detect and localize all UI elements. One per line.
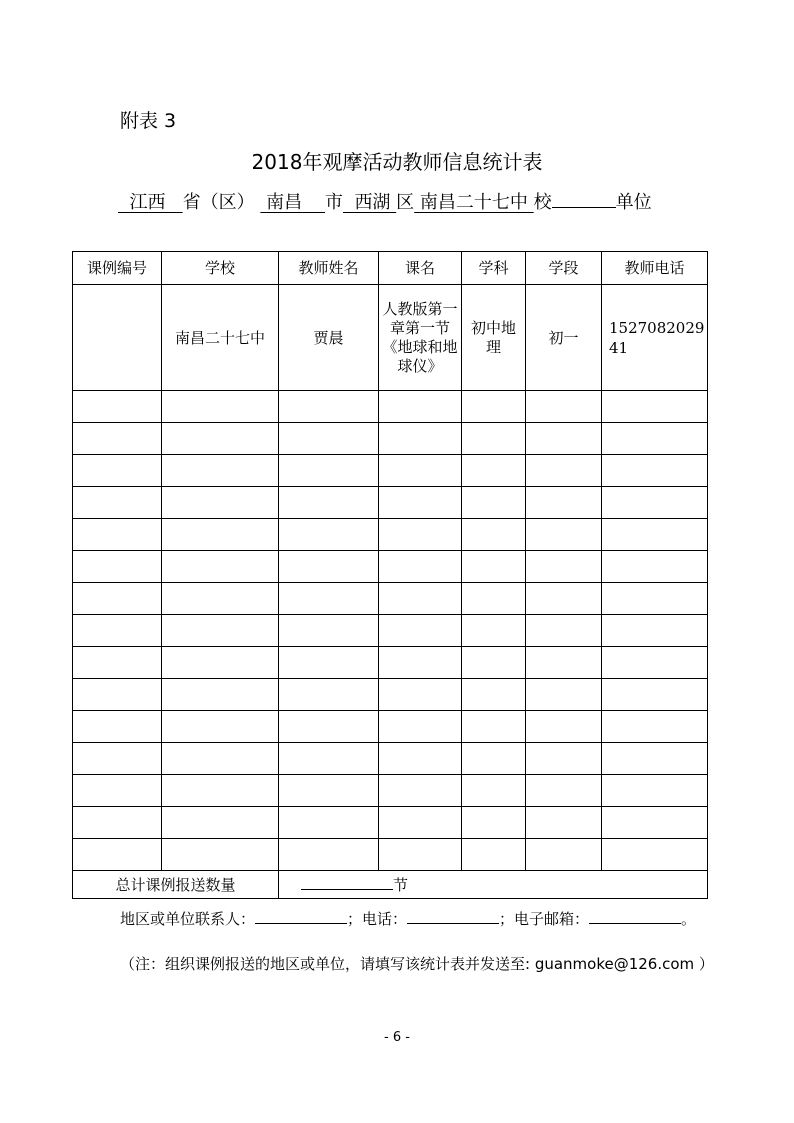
page-number: - 6 - xyxy=(384,1030,410,1045)
empty-cell[interactable] xyxy=(279,679,379,711)
teacher-info-table xyxy=(72,251,708,899)
cell-course[interactable]: 人教版第一章第一节《地球和地球仪》 xyxy=(379,285,462,391)
empty-cell[interactable] xyxy=(379,455,462,487)
empty-cell[interactable] xyxy=(602,647,708,679)
empty-cell[interactable] xyxy=(526,807,602,839)
empty-cell[interactable] xyxy=(379,391,462,423)
contact-person-label: 地区或单位联系人： xyxy=(120,910,256,928)
empty-cell[interactable] xyxy=(379,583,462,615)
empty-cell[interactable] xyxy=(162,743,279,775)
table-row xyxy=(73,743,708,775)
header-teacher: 教师姓名 xyxy=(279,252,379,285)
empty-cell[interactable] xyxy=(379,839,462,871)
table-row xyxy=(73,615,708,647)
empty-cell[interactable] xyxy=(379,807,462,839)
empty-cell[interactable] xyxy=(73,551,162,583)
empty-cell[interactable] xyxy=(162,583,279,615)
empty-cell[interactable] xyxy=(602,455,708,487)
empty-cell[interactable] xyxy=(526,487,602,519)
empty-cell[interactable] xyxy=(279,455,379,487)
empty-cell[interactable] xyxy=(279,551,379,583)
empty-cell[interactable] xyxy=(73,775,162,807)
empty-cell[interactable] xyxy=(379,743,462,775)
header-subject: 学科 xyxy=(462,252,526,285)
table-row xyxy=(73,679,708,711)
province-value: 江西 xyxy=(129,192,166,213)
empty-cell[interactable] xyxy=(73,679,162,711)
total-unit: 节 xyxy=(393,875,409,894)
unit-blank[interactable] xyxy=(552,193,616,208)
empty-cell[interactable] xyxy=(462,487,526,519)
cell-stage[interactable]: 初一 xyxy=(526,285,602,391)
empty-cell[interactable] xyxy=(526,455,602,487)
table-row xyxy=(73,807,708,839)
empty-cell[interactable] xyxy=(602,775,708,807)
empty-cell[interactable] xyxy=(462,647,526,679)
contact-person-blank[interactable] xyxy=(255,911,347,924)
table-row xyxy=(73,711,708,743)
cell-lesson-no[interactable] xyxy=(73,285,162,391)
empty-cell[interactable] xyxy=(279,743,379,775)
empty-cell[interactable] xyxy=(73,455,162,487)
total-row xyxy=(73,871,708,899)
table-row xyxy=(73,391,708,423)
table-row xyxy=(73,583,708,615)
empty-cell[interactable] xyxy=(162,807,279,839)
empty-cell[interactable] xyxy=(462,455,526,487)
empty-cell[interactable] xyxy=(526,679,602,711)
empty-cell[interactable] xyxy=(73,743,162,775)
empty-cell[interactable] xyxy=(602,743,708,775)
empty-cell[interactable] xyxy=(73,487,162,519)
empty-cell[interactable] xyxy=(279,615,379,647)
table-header-row xyxy=(73,252,708,285)
empty-cell[interactable] xyxy=(73,519,162,551)
empty-cell[interactable] xyxy=(162,551,279,583)
empty-cell[interactable] xyxy=(462,807,526,839)
contact-phone-label: ；电话： xyxy=(347,910,408,928)
submission-note: （注：组织课例报送的地区或单位，请填写该统计表并发送至: guanmoke@126.com ） xyxy=(120,955,714,973)
header-phone: 教师电话 xyxy=(602,252,708,285)
empty-cell[interactable] xyxy=(162,615,279,647)
cell-subject[interactable]: 初中地理 xyxy=(462,285,526,391)
empty-cell[interactable] xyxy=(279,487,379,519)
empty-cell[interactable] xyxy=(602,391,708,423)
empty-cell[interactable] xyxy=(162,647,279,679)
table-row xyxy=(73,487,708,519)
empty-cell[interactable] xyxy=(526,647,602,679)
empty-cell[interactable] xyxy=(462,583,526,615)
district-value: 西湖 xyxy=(354,192,391,213)
empty-cell[interactable] xyxy=(526,519,602,551)
empty-cell[interactable] xyxy=(526,775,602,807)
table-row xyxy=(73,839,708,871)
empty-cell[interactable] xyxy=(73,615,162,647)
empty-cell[interactable] xyxy=(279,775,379,807)
empty-cell[interactable] xyxy=(462,711,526,743)
city-suffix: 市 xyxy=(324,192,343,213)
table-row xyxy=(73,455,708,487)
empty-cell[interactable] xyxy=(379,615,462,647)
empty-cell[interactable] xyxy=(526,839,602,871)
unit-line xyxy=(118,188,652,214)
empty-cell[interactable] xyxy=(279,711,379,743)
empty-cell[interactable] xyxy=(73,423,162,455)
empty-cell[interactable] xyxy=(602,551,708,583)
empty-cell[interactable] xyxy=(462,391,526,423)
page-title: 2018年观摩活动教师信息统计表 xyxy=(251,150,543,174)
empty-cell[interactable] xyxy=(379,647,462,679)
empty-cell[interactable] xyxy=(279,647,379,679)
empty-cell[interactable] xyxy=(379,551,462,583)
empty-cell[interactable] xyxy=(379,423,462,455)
empty-cell[interactable] xyxy=(526,391,602,423)
total-count-blank[interactable] xyxy=(301,875,393,890)
empty-cell[interactable] xyxy=(462,423,526,455)
school-value: 南昌二十七中 xyxy=(419,192,528,213)
contact-phone-blank[interactable] xyxy=(407,911,499,924)
empty-cell[interactable] xyxy=(526,711,602,743)
empty-cell[interactable] xyxy=(162,711,279,743)
contact-email-label: ；电子邮箱： xyxy=(499,910,590,928)
empty-cell[interactable] xyxy=(162,839,279,871)
empty-cell[interactable] xyxy=(73,711,162,743)
header-stage: 学段 xyxy=(526,252,602,285)
city-value: 南昌 xyxy=(266,192,303,213)
table-row xyxy=(73,775,708,807)
cell-school[interactable]: 南昌二十七中 xyxy=(162,285,279,391)
empty-cell[interactable] xyxy=(279,391,379,423)
empty-cell[interactable] xyxy=(602,711,708,743)
empty-cell[interactable] xyxy=(602,679,708,711)
empty-cell[interactable] xyxy=(279,519,379,551)
contact-email-blank[interactable] xyxy=(589,911,681,924)
empty-cell[interactable] xyxy=(379,679,462,711)
empty-cell[interactable] xyxy=(462,551,526,583)
empty-cell[interactable] xyxy=(379,775,462,807)
cell-teacher[interactable]: 贾晨 xyxy=(279,285,379,391)
school-suffix: 校 xyxy=(533,192,552,213)
empty-cell[interactable] xyxy=(279,423,379,455)
empty-cell[interactable] xyxy=(279,839,379,871)
province-suffix: 省（区） xyxy=(182,192,255,213)
empty-cell[interactable] xyxy=(162,775,279,807)
empty-cell[interactable] xyxy=(162,679,279,711)
district-suffix: 区 xyxy=(396,192,415,213)
empty-cell[interactable] xyxy=(73,839,162,871)
empty-cell[interactable] xyxy=(73,391,162,423)
empty-cell[interactable] xyxy=(462,615,526,647)
empty-cell[interactable] xyxy=(162,519,279,551)
empty-cell[interactable] xyxy=(526,615,602,647)
total-label: 总计课例报送数量 xyxy=(73,871,279,899)
empty-cell[interactable] xyxy=(379,487,462,519)
empty-cell[interactable] xyxy=(462,775,526,807)
total-value xyxy=(279,871,708,899)
empty-cell[interactable] xyxy=(602,615,708,647)
empty-cell[interactable] xyxy=(162,423,279,455)
table-row xyxy=(73,551,708,583)
empty-cell[interactable] xyxy=(526,423,602,455)
empty-cell[interactable] xyxy=(73,647,162,679)
empty-cell[interactable] xyxy=(162,487,279,519)
empty-cell[interactable] xyxy=(462,679,526,711)
empty-cell[interactable] xyxy=(602,807,708,839)
empty-cell[interactable] xyxy=(379,711,462,743)
appendix-label: 附表 3 xyxy=(120,110,177,132)
table-row xyxy=(73,647,708,679)
cell-phone[interactable]: 152708202941 xyxy=(602,285,708,391)
header-lesson-no: 课例编号 xyxy=(73,252,162,285)
table-row xyxy=(73,423,708,455)
contact-line xyxy=(120,908,696,929)
empty-cell[interactable] xyxy=(162,455,279,487)
empty-cell[interactable] xyxy=(602,839,708,871)
empty-cell[interactable] xyxy=(526,551,602,583)
empty-cell[interactable] xyxy=(279,807,379,839)
contact-end: 。 xyxy=(681,910,697,928)
empty-cell[interactable] xyxy=(526,743,602,775)
empty-cell[interactable] xyxy=(602,423,708,455)
empty-cell[interactable] xyxy=(162,391,279,423)
empty-cell[interactable] xyxy=(73,583,162,615)
empty-cell[interactable] xyxy=(462,839,526,871)
empty-cell[interactable] xyxy=(379,519,462,551)
empty-cell[interactable] xyxy=(602,487,708,519)
header-course: 课名 xyxy=(379,252,462,285)
empty-cell[interactable] xyxy=(462,519,526,551)
empty-cell[interactable] xyxy=(526,583,602,615)
empty-cell[interactable] xyxy=(462,743,526,775)
unit-suffix: 单位 xyxy=(615,192,652,213)
empty-cell[interactable] xyxy=(602,583,708,615)
empty-cell[interactable] xyxy=(279,583,379,615)
table-row xyxy=(73,285,708,391)
header-school: 学校 xyxy=(162,252,279,285)
table-row xyxy=(73,519,708,551)
empty-cell[interactable] xyxy=(73,807,162,839)
empty-cell[interactable] xyxy=(602,519,708,551)
